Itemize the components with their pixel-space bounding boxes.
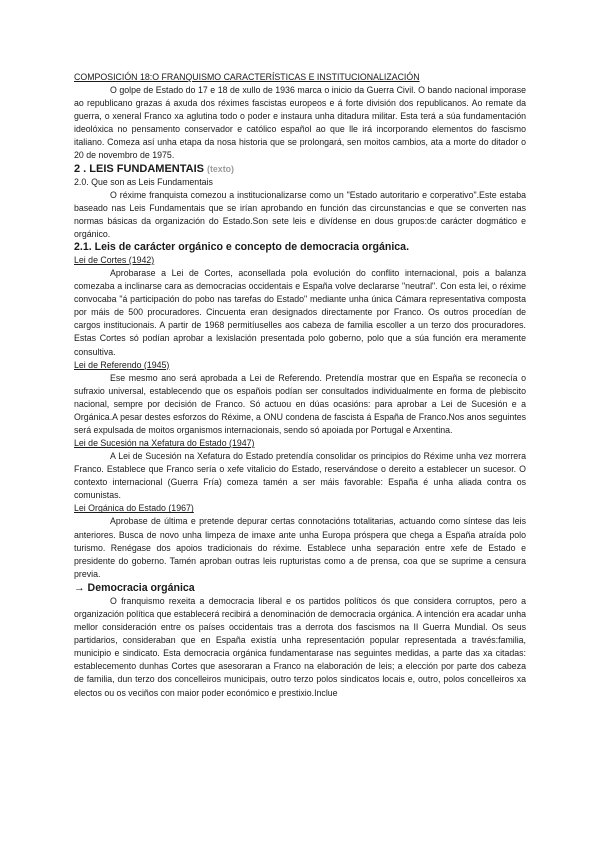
law-referendo-paragraph: Ese mesmo ano será aprobada a Lei de Referendo. Pretendía mostrar que en España se reconecía o sufraxio universal, establecendo que os españois podían ser consultados individualmente en forma de plebiscito nacional, sempre por decisión de Franco. Só actuou en dúas ocasións: para aprobar a Lei de Sucesión e a Orgánica.A pesar destes esforzos do Réxime, a ONU condena de fascista á España de Franco.Nos anos seguintes será expulsada de moitos organismos internacionais, sendo só apoiada por Portugal e Arxentina. xyxy=(74,372,526,435)
section-2-heading-text: 2 . LEIS FUNDAMENTAIS xyxy=(74,162,204,175)
document-title: COMPOSICIÓN 18:O FRANQUISMO CARACTERÍSTICAS E INSTITUCIONALIZACIÓN xyxy=(74,72,420,82)
democracy-heading: → Democracia orgánica xyxy=(74,581,195,594)
section-2-1-heading: 2.1. Leis de carácter orgánico e concepto de democracia orgánica. xyxy=(74,240,410,253)
law-cortes-heading: Lei de Cortes (1942) xyxy=(74,254,155,265)
section-2-0-subheading: 2.0. Que son as Leis Fundamentais xyxy=(74,176,213,187)
section-2-0-paragraph: O réxime franquista comezou a institucionalizarse como un "Estado autoritario e corperativo".Este estaba baseado nas Leis Fundamentais que se irían aprobando en función das circunstancias e que se converten nas normas básicas da organización do Estado.Son sete leis e divídense en dous grupos:de carácter dogmático e orgánico. xyxy=(74,189,526,239)
section-2-heading-note: (texto) xyxy=(207,163,234,174)
democracy-paragraph: O franquismo rexeita a democracia liberal e os partidos políticos ós que considera corruptos, pero a organización política que establecerá recibirá a denominación de democracia orgánica. A intención era acadar unha mellor consideración entre os países occidentais tras a derrota dos fascismos na II Guerra Mundial. Os seus partidarios, consideraban que en España existía unha representación popular representada a través:familia, municipio e sindicato. Esta democracia orgánica fundamentarase nas seguintes medidas, a parte das xa citadas: establecemento dunhas Cortes que asesoraran a Franco na elaboración de leis; a elección por parte dos cabeza de familia, dun terzo dos concelleiros municipais, outro terzo polos sindicatos locais e, outro, polos concelleiros xa electos ou os veciños con maior poder económico e prestixio.Inclue xyxy=(74,595,526,698)
law-organica-paragraph: Aprobase de última e pretende depurar certas connotacións totalitarias, actuando como síntese das leis anteriores. Busca de novo unha limpeza de imaxe ante unha Europa próspera que chega a España atraída polo turismo. Renégase dos apoios tradicionais do réxime. Establece unha separación entre xefe de Estado e presidente do goberno. Tamén aproban outras leis rupturistas como a de prensa, coa que se suprime a censura previa. xyxy=(74,516,526,579)
law-sucesion-paragraph: A Lei de Sucesión na Xefatura do Estado pretendía consolidar os principios do Réxime unha vez morrera Franco. Establece que Franco sería o xefe vitalicio do Estado, reservándose o dereito a establecer un sucesor. O contexto internacional (Guerra Fría) comeza tamén a ser máis favorable: España é unha aliada contra os comunistas. xyxy=(74,451,526,501)
section-2-heading xyxy=(74,163,526,176)
intro-paragraph: O golpe de Estado do 17 e 18 de xullo de 1936 marca o inicio da Guerra Civil. O bando nacional imporase ao republicano grazas á axuda dos réximes fascistas europeos e á forte división dos republicanos. Ao remate da guerra, o xeneral Franco xa aglutina todo o poder e instaura unha ditadura militar. Esta terá a súa fundamentación ideolóxica no pensamento conservador e católico español ao que lle irá incorporando elementos do fascismo italiano. Comeza así unha etapa da nosa historia que se prolongará, sen moitos cambios, ata a morte do ditador o 20 de novembro de 1975. xyxy=(74,85,526,161)
law-cortes-paragraph: Aprobarase a Lei de Cortes, aconsellada pola evolución do conflito internacional, pois a balanza comezaba a inclinarse cara as democracias occidentais e España volve declararse "neutral". Con esta lei, o réxime convocaba "á participación do pobo nas tarefas do Estado" mediante unha única Cámara representativa composta por máis de 500 procuradores. Cincuenta eran designados directamente por Franco. Os outros procedían de cargos institucionais. A partir de 1968 permitíuselles aos cabeza de familia escoller a un terzo dos procuradores. Estas Cortes só podían aprobar a lexislación presentada polo goberno, polo que a súa función era meramente consultiva. xyxy=(74,267,526,357)
law-referendo-heading: Lei de Referendo (1945) xyxy=(74,359,170,370)
law-sucesion-heading: Lei de Sucesión na Xefatura do Estado (1947) xyxy=(74,438,255,449)
document-body xyxy=(74,71,526,700)
law-organica-heading: Lei Orgánica do Estado (1967) xyxy=(74,503,194,514)
